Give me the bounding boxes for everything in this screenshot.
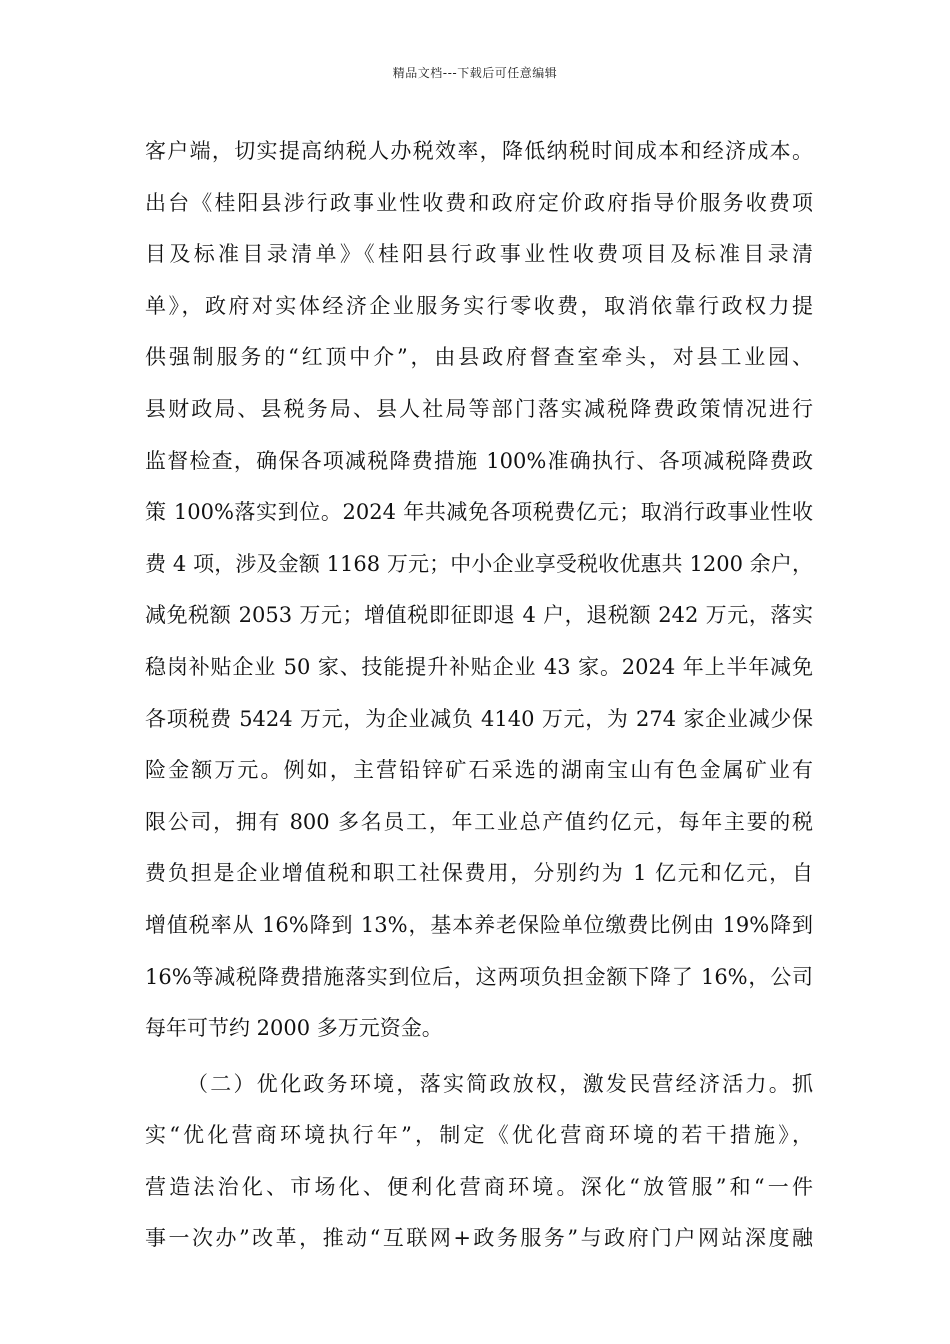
text-line: 限公司，拥有 800 多名员工，年工业总产值约亿元，每年主要的税	[145, 809, 813, 834]
text-line: 策 100%落实到位。2024 年共减免各项税费亿元；取消行政事业性收	[145, 500, 813, 525]
paragraph-government-environment	[145, 1059, 813, 1265]
text-line: 目及标准目录清单》《桂阳县行政事业性收费项目及标准目录清	[145, 242, 813, 267]
paragraph-tax-reduction	[145, 126, 813, 1055]
text-line: 各项税费 5424 万元，为企业减负 4140 万元，为 274 家企业减少保	[145, 706, 813, 731]
text-line: 监督检查，确保各项减税降费措施 100%准确执行、各项减税降费政	[145, 448, 813, 473]
text-line: 县财政局、县税务局、县人社局等部门落实减税降费政策情况进行	[145, 396, 813, 421]
text-line: 增值税率从 16%降到 13%，基本养老保险单位缴费比例由 19%降到	[145, 912, 813, 937]
text-line: （二）优化政务环境，落实简政放权，激发民营经济活力。抓	[187, 1071, 813, 1096]
text-line: 稳岗补贴企业 50 家、技能提升补贴企业 43 家。2024 年上半年减免	[145, 654, 813, 679]
text-line: 减免税额 2053 万元；增值税即征即退 4 户，退税额 242 万元，落实	[145, 603, 813, 628]
text-line: 营造法治化、市场化、便利化营商环境。深化“放管服”和“一件	[145, 1174, 813, 1199]
text-line: 供强制服务的“红顶中介”，由县政府督查室牵头，对县工业园、	[145, 345, 813, 370]
text-line: 实“优化营商环境执行年”，制定《优化营商环境的若干措施》，	[145, 1123, 813, 1148]
text-line: 客户端，切实提高纳税人办税效率，降低纳税时间成本和经济成本。	[145, 139, 813, 163]
text-line: 单》，政府对实体经济企业服务实行零收费，取消依靠行政权力提	[145, 293, 813, 318]
text-line: 费负担是企业增值税和职工社保费用，分别约为 1 亿元和亿元，自	[145, 861, 813, 886]
text-line: 事一次办”改革，推动“互联网+政务服务”与政府门户网站深度融	[145, 1226, 813, 1251]
text-line: 险金额万元。例如，主营铅锌矿石采选的湖南宝山有色金属矿业有	[145, 758, 813, 783]
text-line: 费 4 项，涉及金额 1168 万元；中小企业享受税收优惠共 1200 余户，	[145, 551, 813, 576]
text-line: 出台《桂阳县涉行政事业性收费和政府定价政府指导价服务收费项	[145, 190, 813, 215]
document-body	[145, 126, 813, 1265]
page-header: 精品文档---下载后可任意编辑	[392, 66, 558, 80]
text-line: 16%等减税降费措施落实到位后，这两项负担金额下降了 16%，公司	[145, 964, 813, 989]
text-line: 每年可节约 2000 多万元资金。	[145, 1016, 443, 1041]
